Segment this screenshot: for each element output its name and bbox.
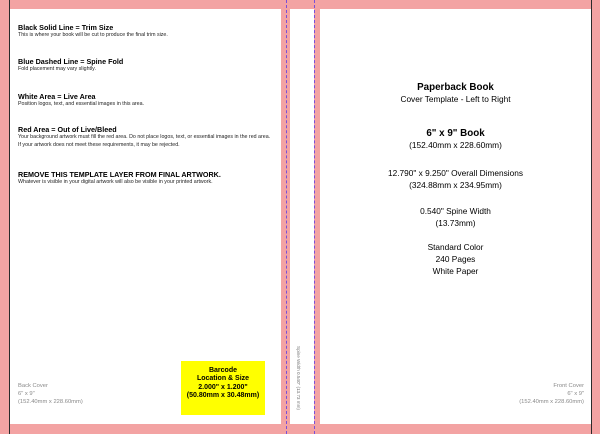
front-color: Standard Color [427,242,484,252]
spine-fold-line-right [314,0,315,434]
front-subtitle: Cover Template - Left to Right [400,94,511,104]
barcode-line: 2.000" x 1.200" [198,383,248,391]
front-cover-label-size: 6" x 9" [567,390,584,397]
back-cover-label [18,383,83,406]
front-book-size-mm: (152.40mm x 228.60mm) [409,140,502,150]
instruction-block-live [18,92,273,109]
instruction-heading: Blue Dashed Line = Spine Fold [18,57,124,66]
front-overall-dimensions: 12.790" x 9.250" Overall Dimensions [387,168,524,178]
instruction-text: Fold placement may vary slightly. [18,66,96,72]
instruction-block-bleed [18,125,273,150]
instruction-text: Whatever is visible in your digital artwork will also be visible in your printed artwork. [18,179,213,185]
front-title: Paperback Book [417,82,494,93]
trim-line-right [591,0,592,434]
spine-fold-line-left [286,0,287,434]
barcode-line: Location & Size [196,375,250,383]
front-paper: White Paper [432,266,479,276]
back-cover-label-size: 6" x 9" [18,390,35,397]
front-cover-label-size-mm: (152.40mm x 228.60mm) [519,398,584,405]
back-cover-label-title: Back Cover [18,383,48,389]
instruction-text: Position logos, text, and essential images in this area. [18,101,145,107]
instruction-block-spine [18,57,273,74]
trim-line-left [9,0,10,434]
barcode-line: (50.80mm x 30.48mm) [186,391,260,399]
spine-width-label: Spine Width 0.540" (13.73 mm) [296,346,301,410]
front-cover-label [480,383,584,406]
barcode-line: Barcode [208,367,237,374]
front-book-size: 6" x 9" Book [426,128,485,139]
front-pages: 240 Pages [435,254,476,264]
instruction-heading: REMOVE THIS TEMPLATE LAYER FROM FINAL ARTWORK. [18,170,221,179]
barcode-area [181,361,265,415]
instruction-text: This is where your book will be cut to produce the final trim size. [18,32,168,38]
instruction-text: Your background artwork must fill the red area. Do not place logos, text, or essential images in the red area. If your artwork does not meet these requirements, it may be rejected. [18,134,271,148]
instruction-block-trim [18,23,273,40]
front-spine-width-mm: (13.73mm) [435,218,476,228]
front-overall-dimensions-mm: (324.88mm x 234.95mm) [409,180,502,190]
instruction-heading: Black Solid Line = Trim Size [18,23,114,32]
front-cover-label-title: Front Cover [553,383,584,389]
front-spine-width: 0.540" Spine Width [420,206,491,216]
instruction-heading: White Area = Live Area [18,92,96,101]
back-cover-label-size-mm: (152.40mm x 228.60mm) [18,398,83,405]
instruction-heading: Red Area = Out of Live/Bleed [18,125,117,134]
spine-live-area [290,9,314,424]
instruction-block-remove [18,170,273,187]
